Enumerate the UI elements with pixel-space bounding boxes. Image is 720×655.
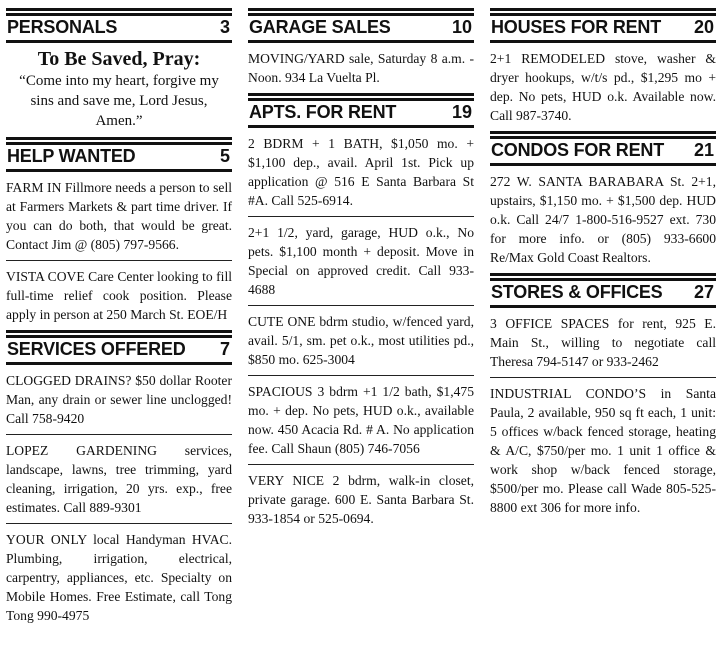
classified-ad: VERY NICE 2 bdrm, walk-in closet, private garage. 600 E. Santa Barbara St. 933-1854 or 525-0694. <box>248 473 474 526</box>
classified-ad: 2+1 1/2, yard, garage, HUD o.k., No pets. $1,100 month + deposit. Move in Special on approved credit. Call 933-4688 <box>248 217 474 306</box>
classified-ad: LOPEZ GARDENING services, landscape, lawns, tree trimming, yard cleaning, irrigation, 20 yrs. exp., free estimates. Call 889-9301 <box>6 435 232 524</box>
section-header <box>6 8 232 43</box>
header-rule-bottom <box>6 40 232 43</box>
section-apts-for-rent <box>248 93 474 534</box>
header-rule-top <box>490 131 716 134</box>
header-rule-bottom <box>490 163 716 166</box>
section-title: HELP WANTED <box>7 146 136 166</box>
classified-ad: 2 BDRM + 1 BATH, $1,050 mo. + $1,100 dep., avail. April 1st. Pick up application @ 516 E Santa Barbara St #A. Call 525-6914. <box>248 128 474 217</box>
prayer-box <box>6 43 232 137</box>
classified-ad: 2+1 REMODELED stove, washer & dryer hookups, w/t/s pd., $1,295 mo + dep. No pets, HUD o.k. Available now. Call 987-3740. <box>490 51 716 123</box>
section-houses-for-rent <box>490 8 716 131</box>
classified-ad: 272 W. SANTA BARABARA St. 2+1, upstairs, $1,150 mo. + $1,500 dep. HUD o.k. Call 24/7 1-800-516-9527 ext. 730 for more info. or (805) 933-6600 Re/Max Gold Coast Realtors. <box>490 174 716 265</box>
prayer-title: To Be Saved, Pray: <box>37 48 201 70</box>
section-header <box>490 131 716 166</box>
header-rule-bottom <box>248 125 474 128</box>
section-services-offered <box>6 330 232 631</box>
classified-ad: VISTA COVE Care Center looking to fill full-time relief cook position. Please apply in person at 250 March St. EOE/H <box>6 269 232 322</box>
section-number: 3 <box>219 17 230 37</box>
header-rule-top <box>6 330 232 333</box>
prayer-text: “Come into my heart, forgive my sins and save me, Lord Jesus, Amen.” <box>19 73 219 129</box>
section-title: SERVICES OFFERED <box>7 339 186 359</box>
header-rule-top-inner <box>490 136 716 139</box>
header-rule-top <box>490 273 716 276</box>
section-title: PERSONALS <box>7 17 118 37</box>
header-rule-top-inner <box>248 98 474 101</box>
section-header <box>490 273 716 308</box>
classified-ad: MOVING/YARD sale, Saturday 8 a.m. - Noon. 934 La Vuelta Pl. <box>248 51 474 85</box>
section-title: CONDOS FOR RENT <box>491 140 665 160</box>
header-rule-top-inner <box>490 278 716 281</box>
header-rule-top-inner <box>6 13 232 16</box>
classified-ad: INDUSTRIAL CONDO’S in Santa Paula, 2 available, 950 sq ft each, 1 unit: 5 offices w/back fenced storage, heating & A/C, $750/per mo. 1 unit 1 office & work shop w/back fenced storage, $500/per mo. Please call Wade 805-525-8800 ext 306 for more info. <box>490 386 716 515</box>
section-title: STORES & OFFICES <box>491 282 663 302</box>
section-header <box>6 137 232 172</box>
section-number: 7 <box>219 339 230 359</box>
header-rule-top <box>248 8 474 11</box>
section-number: 19 <box>451 102 472 122</box>
section-personals <box>6 8 232 137</box>
header-rule-top-inner <box>490 13 716 16</box>
classified-ad: CLOGGED DRAINS? $50 dollar Rooter Man, any drain or sewer line unclogged! Call 758-9420 <box>6 365 232 435</box>
section-condos-for-rent <box>490 131 716 273</box>
header-rule-bottom <box>248 40 474 43</box>
section-number: 5 <box>219 146 230 166</box>
header-rule-top-inner <box>6 335 232 338</box>
header-rule-top-inner <box>6 142 232 145</box>
header-rule-bottom <box>6 362 232 365</box>
header-rule-top <box>6 137 232 140</box>
header-rule-top <box>490 8 716 11</box>
section-number: 21 <box>693 140 714 160</box>
section-header <box>490 8 716 43</box>
classified-ad: FARM IN Fillmore needs a person to sell at Farmers Markets & part time driver. If you can do both, that would be great. Contact Jim @ (805) 797-9566. <box>6 172 232 261</box>
classified-ad: CUTE ONE bdrm studio, w/fenced yard, avail. 5/1, sm. pet o.k., most utilities pd., $850 mo. 625-3004 <box>248 306 474 376</box>
section-header <box>6 330 232 365</box>
section-header <box>248 8 474 43</box>
header-rule-bottom <box>490 305 716 308</box>
column-3 <box>490 8 716 523</box>
classified-ad: SPACIOUS 3 bdrm +1 1/2 bath, $1,475 mo. + dep. No pets, HUD o.k., available now. 450 Acacia Rd. # A. No application fee. Call Shaun (805) 746-7056 <box>248 376 474 465</box>
section-number: 10 <box>451 17 472 37</box>
section-title: HOUSES FOR RENT <box>491 17 662 37</box>
section-garage-sales <box>248 8 474 93</box>
header-rule-bottom <box>490 40 716 43</box>
section-title: APTS. FOR RENT <box>249 102 397 122</box>
header-rule-top <box>6 8 232 11</box>
column-2 <box>248 8 474 534</box>
header-rule-top <box>248 93 474 96</box>
header-rule-top-inner <box>248 13 474 16</box>
section-help-wanted <box>6 137 232 330</box>
classified-ad: YOUR ONLY local Handyman HVAC. Plumbing, irrigation, electrical, carpentry, appliances, etc. Specialty on Mobile Homes. Free Estimate, call Tong Tong 990-4975 <box>6 532 232 623</box>
section-number: 27 <box>693 282 714 302</box>
section-header <box>248 93 474 128</box>
section-title: GARAGE SALES <box>249 17 391 37</box>
header-rule-bottom <box>6 169 232 172</box>
section-number: 20 <box>693 17 714 37</box>
column-1 <box>6 8 232 631</box>
classified-ad: 3 OFFICE SPACES for rent, 925 E. Main St., willing to negotiate call Theresa 794-5147 or 933-2462 <box>490 308 716 378</box>
section-stores-offices <box>490 273 716 523</box>
